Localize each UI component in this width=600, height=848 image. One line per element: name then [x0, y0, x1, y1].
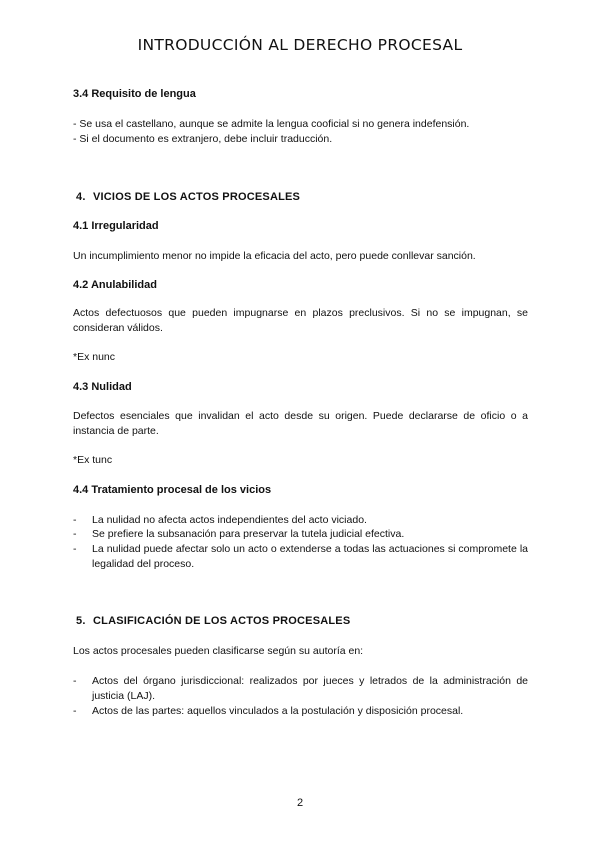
bullet-dash: -	[73, 543, 77, 555]
bullet-dash: -	[73, 675, 77, 687]
section-4-3-heading: 4.3 Nulidad	[73, 381, 132, 393]
section-5-title: CLASIFICACIÓN DE LOS ACTOS PROCESALES	[93, 615, 351, 627]
list-item-text: Actos del órgano jurisdiccional: realizados por jueces y letrados de la administración de justicia (LAJ).	[92, 675, 528, 702]
bullet-dash: -	[73, 705, 77, 717]
list-item	[73, 704, 528, 719]
list-item	[73, 674, 528, 703]
section-5-number: 5.	[76, 615, 86, 627]
list-item-text: Se prefiere la subsanación para preservar la tutela judicial efectiva.	[92, 528, 405, 540]
section-4-heading	[76, 191, 300, 203]
section-4-3-text: Defectos esenciales que invalidan el acto desde su origen. Puede declararse de oficio o a instancia de parte.	[73, 410, 528, 437]
section-4-2-text: Actos defectuosos que pueden impugnarse en plazos preclusivos. Si no se impugnan, se consideran válidos.	[73, 307, 528, 334]
section-4-2-note: *Ex nunc	[73, 351, 116, 363]
section-4-number: 4.	[76, 191, 86, 203]
section-4-2-heading: 4.2 Anulabilidad	[73, 279, 157, 291]
list-item-text: Actos de las partes: aquellos vinculados a la postulación y disposición procesal.	[92, 705, 464, 717]
list-item	[73, 513, 528, 528]
section-4-3-note: *Ex tunc	[73, 454, 113, 466]
section-3-4-line-2: - Si el documento es extranjero, debe incluir traducción.	[73, 133, 333, 145]
section-5-intro: Los actos procesales pueden clasificarse según su autoría en:	[73, 645, 364, 657]
section-3-4-heading: 3.4 Requisito de lengua	[73, 88, 196, 100]
list-item	[73, 542, 528, 571]
list-item	[73, 527, 528, 542]
list-item-text: La nulidad no afecta actos independientes del acto viciado.	[92, 514, 367, 526]
section-3-4-line-1: - Se usa el castellano, aunque se admite la lengua cooficial si no genera indefensión.	[73, 118, 470, 130]
section-4-title: VICIOS DE LOS ACTOS PROCESALES	[93, 191, 301, 203]
page-number: 2	[296, 797, 304, 809]
bullet-dash: -	[73, 514, 77, 526]
section-4-1-text: Un incumplimiento menor no impide la eficacia del acto, pero puede conllevar sanción.	[73, 250, 476, 262]
bullet-dash: -	[73, 528, 77, 540]
section-5-heading	[76, 615, 350, 627]
list-item-text: La nulidad puede afectar solo un acto o extenderse a todas las actuaciones si compromete la legalidad del proceso.	[92, 543, 528, 570]
section-4-1-heading: 4.1 Irregularidad	[73, 220, 159, 232]
section-4-4-heading: 4.4 Tratamiento procesal de los vicios	[73, 484, 272, 496]
page-header-title: INTRODUCCIÓN AL DERECHO PROCESAL	[137, 36, 463, 54]
